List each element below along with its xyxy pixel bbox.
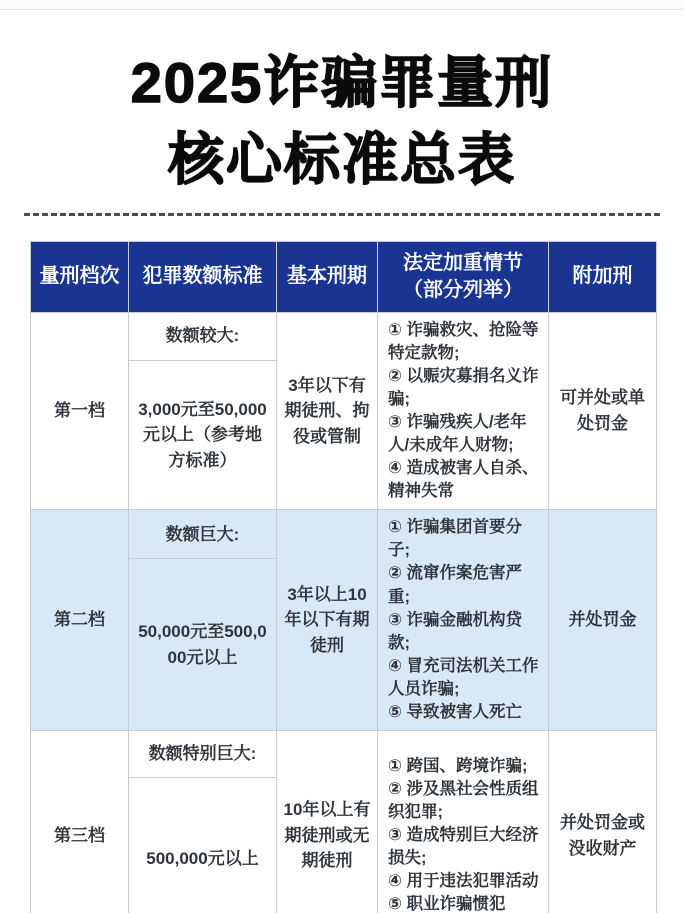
aggravating-item: ③ 诈骗金融机构贷款; xyxy=(388,610,523,652)
page-title-line1: 2025诈骗罪量刑 xyxy=(130,51,554,114)
header-aggravating-line2: （部分列举） xyxy=(403,278,523,301)
table-row-tier1-top xyxy=(31,312,657,360)
header-aggravating-line1: 法定加重情节 xyxy=(403,251,523,274)
aggravating-item: ② 以赈灾募捐名义诈骗; xyxy=(388,366,539,408)
base-sentence-cell: 10年以上有期徒刑或无期徒刑 xyxy=(277,731,378,913)
aggravating-item: ② 涉及黑社会性质组织犯罪; xyxy=(388,779,539,821)
aggravating-item: ① 诈骗救灾、抢险等特定款物; xyxy=(388,320,539,362)
aggravating-item: ① 诈骗集团首要分子; xyxy=(388,518,523,560)
header-tier-label: 量刑档次 xyxy=(39,265,120,288)
page-title xyxy=(0,44,684,199)
aggravating-item: ⑤ 导致被害人死亡 xyxy=(388,703,523,722)
header-additional-penalty xyxy=(549,241,657,312)
aggravating-item: ③ 诈骗残疾人/老年人/未成年人财物; xyxy=(388,412,527,454)
sentencing-table xyxy=(30,241,657,913)
tier-cell: 第三档 xyxy=(31,731,129,913)
header-amount-label: 犯罪数额标准 xyxy=(142,265,263,288)
aggravating-item: ② 流窜作案危害严重; xyxy=(388,564,523,606)
base-sentence-cell: 3年以上10年以下有期徒刑 xyxy=(277,510,378,731)
amount-label-cell: 数额较大: xyxy=(129,312,277,360)
table-row-tier3-top xyxy=(31,731,657,778)
page-title-line2: 核心标准总表 xyxy=(168,128,516,192)
aggravating-item: ④ 造成被害人自杀、精神失常 xyxy=(388,459,539,501)
additional-penalty-cell: 并处罚金 xyxy=(549,510,657,731)
table-container xyxy=(30,241,656,913)
aggravating-item: ⑤ 职业诈骗惯犯 xyxy=(388,895,506,913)
header-aggravating xyxy=(378,241,549,312)
header-base-sentence xyxy=(277,241,378,312)
amount-value-cell: 3,000元至50,000元以上（参考地方标准） xyxy=(129,360,277,510)
tier-cell: 第一档 xyxy=(31,312,129,510)
dashed-divider xyxy=(24,213,660,216)
additional-penalty-cell: 可并处或单处罚金 xyxy=(549,312,657,510)
aggravating-cell xyxy=(378,731,549,913)
aggravating-cell xyxy=(378,510,549,731)
header-tier xyxy=(31,241,129,312)
aggravating-item: ① 跨国、跨境诈骗; xyxy=(388,756,528,775)
base-sentence-cell: 3年以下有期徒刑、拘役或管制 xyxy=(277,312,378,510)
amount-label-cell: 数额特别巨大: xyxy=(129,731,277,778)
tier-cell: 第二档 xyxy=(31,510,129,731)
top-divider-strip xyxy=(0,0,684,10)
aggravating-item: ③ 造成特别巨大经济损失; xyxy=(388,826,539,868)
table-row-tier2-top xyxy=(31,510,657,559)
aggravating-cell xyxy=(378,312,549,510)
aggravating-item: ④ 用于违法犯罪活动 xyxy=(388,872,539,891)
amount-value-cell: 500,000元以上 xyxy=(129,778,277,913)
header-additional-label: 附加刑 xyxy=(572,265,633,288)
header-amount-standard xyxy=(129,241,277,312)
aggravating-item: ④ 冒充司法机关工作人员诈骗; xyxy=(388,656,539,698)
header-row xyxy=(31,241,657,312)
header-base-label: 基本刑期 xyxy=(287,265,367,288)
additional-penalty-cell: 并处罚金或没收财产 xyxy=(549,731,657,913)
amount-value-cell: 50,000元至500,000元以上 xyxy=(129,559,277,731)
amount-label-cell: 数额巨大: xyxy=(129,510,277,559)
